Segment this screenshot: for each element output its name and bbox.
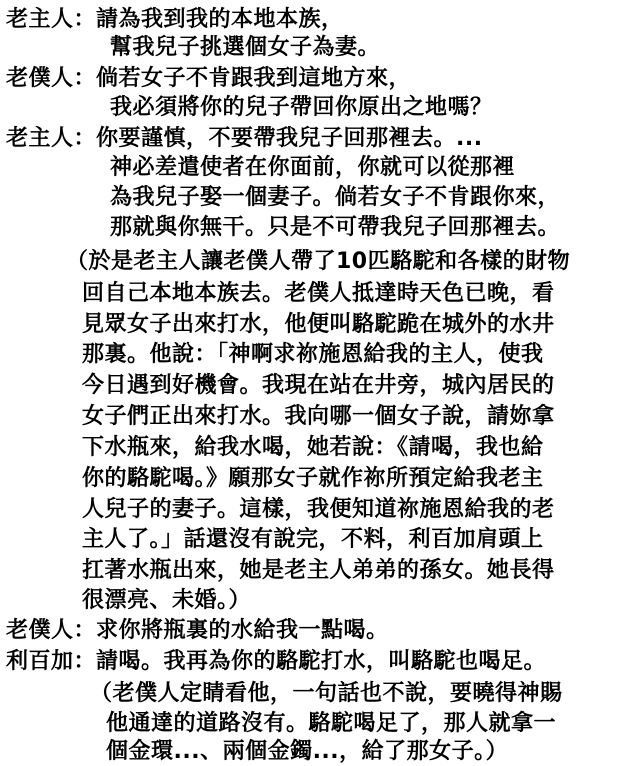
dialogue-line: 老主人：你要謹慎，不要帶我兒子回那裡去。... [6,126,483,151]
narration-line: 女子們正出來打水。我向哪一個女子說，請妳拿 [82,404,555,429]
dialogue-continuation-line: 我必須將你的兒子帶回你原出之地嗎？ [110,95,493,120]
narration-line: （老僕人定睛看他，一句話也不說，要曉得神賜 [90,681,563,706]
narration-line: 下水瓶來，給我水喝，她若說：《請喝，我也給 [82,435,544,460]
dialogue-continuation-line: 為我兒子娶一個妻子。倘若女子不肯跟你來， [110,185,561,210]
narration-line: 主人了。」話還沒有說完，不料，利百加肩頭上 [82,527,544,552]
dialogue-line: 老主人：請為我到我的本地本族， [6,7,344,32]
narration-line: 你的駱駝喝。》願那女子就作祢所預定給我老主 [82,466,544,491]
dialogue-continuation-line: 神必差遣使者在你面前，你就可以從那裡 [110,155,516,180]
dialogue-line: 老僕人：倘若女子不肯跟我到這地方來， [6,66,412,91]
dialogue-continuation-line: 幫我兒子挑選個女子為妻。 [110,35,381,60]
narration-line: 回自己本地本族去。老僕人抵達時天色已晚，看 [82,281,555,306]
narration-line: 見眾女子出來打水，他便叫駱駝跪在城外的水井 [82,312,555,337]
narration-line: 那裏。他說：「神啊求祢施恩給我的主人，使我 [82,342,544,367]
narration-line: 扛著水瓶出來，她是老主人弟弟的孫女。她長得 [82,558,555,583]
narration-line: 人兒子的妻子。這樣，我便知道祢施恩給我的老 [82,497,555,522]
dialogue-continuation-line: 那就與你無干。只是不可帶我兒子回那裡去。 [110,215,561,240]
narration-line: 個金環...、兩個金鐲...，給了那女子。） [106,739,509,764]
narration-line: （於是老主人讓老僕人帶了10匹駱駝和各樣的財物 [66,249,571,274]
dialogue-line: 利百加：請喝。我再為你的駱駝打水，叫駱駝也喝足。 [6,649,547,674]
dialogue-line: 老僕人：求你將瓶裏的水給我一點喝。 [6,618,389,643]
narration-line: 很漂亮、未婚。） [82,588,252,613]
narration-line: 他通達的道路沒有。駱駝喝足了，那人就拿一 [106,711,557,736]
narration-line: 今日遇到好機會。我現在站在井旁，城內居民的 [82,373,555,398]
